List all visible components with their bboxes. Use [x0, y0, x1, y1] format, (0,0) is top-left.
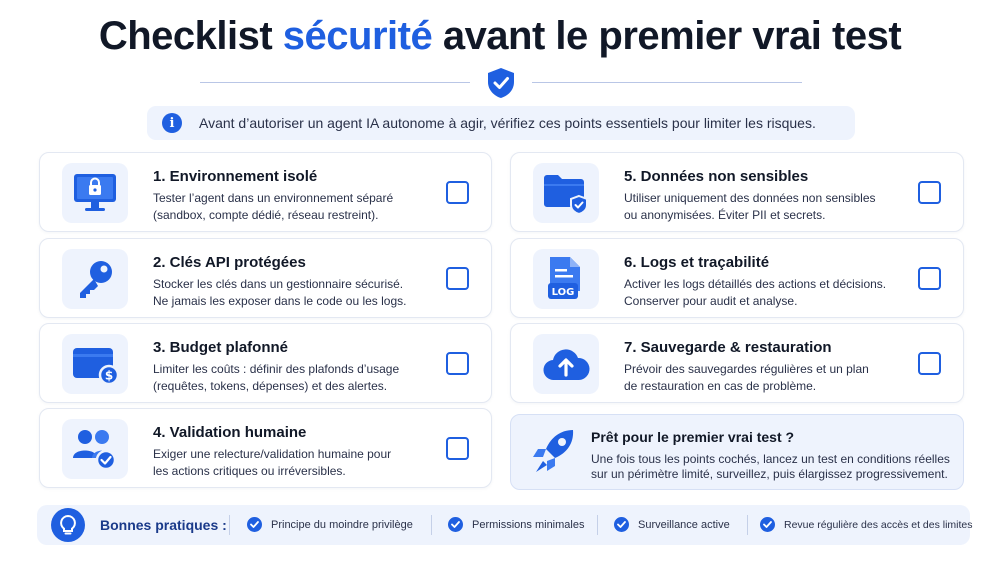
- key-icon: [62, 249, 128, 309]
- rocket-icon: [531, 427, 577, 477]
- svg-text:$: $: [104, 368, 114, 383]
- item-title: 2. Clés API protégées: [153, 254, 306, 271]
- check-circle-icon: [760, 517, 775, 532]
- lightbulb-icon: [51, 508, 85, 542]
- checklist-item-3: [39, 323, 492, 403]
- item-desc-line1: Utiliser uniquement des données non sensibles: [624, 191, 876, 205]
- title-divider-left: [200, 82, 470, 83]
- best-practices-bar: [37, 505, 973, 545]
- item-desc-line2: de restauration en cas de problème.: [624, 379, 817, 393]
- item-checkbox[interactable]: [446, 437, 469, 460]
- separator: [431, 515, 432, 535]
- item-checkbox[interactable]: [918, 267, 941, 290]
- check-circle-icon: [614, 517, 629, 532]
- checklist-item-1: [39, 152, 492, 232]
- item-desc-line2: ou anonymisées. Éviter PII et secrets.: [624, 208, 826, 222]
- item-desc-line1: Tester l’agent dans un environnement séparé: [153, 191, 394, 205]
- ready-desc-line1: Une fois tous les points cochés, lancez un test en conditions réelles: [591, 452, 950, 466]
- checklist-item-2: [39, 238, 492, 318]
- item-title: 3. Budget plafonné: [153, 339, 288, 356]
- practice-item: Permissions minimales: [448, 517, 584, 532]
- info-icon: i: [162, 113, 182, 133]
- practice-item: Revue régulière des accès et des limites: [760, 517, 973, 532]
- monitor-lock-icon: [62, 163, 128, 223]
- checklist-item-7: [510, 323, 964, 403]
- item-checkbox[interactable]: [446, 352, 469, 375]
- log-badge: LOG: [551, 287, 575, 298]
- item-title: 1. Environnement isolé: [153, 168, 318, 185]
- best-practices-label: Bonnes pratiques :: [100, 517, 227, 533]
- item-checkbox[interactable]: [446, 267, 469, 290]
- folder-shield-icon: [533, 163, 599, 223]
- ready-desc-line2: sur un périmètre limité, surveillez, puis élargissez progressivement.: [591, 467, 948, 481]
- practice-item: Surveillance active: [614, 517, 730, 532]
- item-desc-line2: (sandbox, compte dédié, réseau restreint).: [153, 208, 379, 222]
- cloud-upload-icon: [533, 334, 599, 394]
- wallet-dollar-icon: [62, 334, 128, 394]
- item-checkbox[interactable]: [918, 352, 941, 375]
- item-title: 7. Sauvegarde & restauration: [624, 339, 832, 356]
- users-check-icon: [62, 419, 128, 479]
- item-desc-line1: Prévoir des sauvegardes régulières et un plan: [624, 362, 869, 376]
- item-desc-line2: Ne jamais les exposer dans le code ou les logs.: [153, 294, 407, 308]
- item-desc-line1: Activer les logs détaillés des actions et décisions.: [624, 277, 887, 291]
- checklist-item-6: [510, 238, 964, 318]
- practice-item: Principe du moindre privilège: [247, 517, 413, 532]
- page-title: Checklist sécurité avant le premier vrai test: [98, 14, 902, 58]
- separator: [747, 515, 748, 535]
- item-desc-line2: Conserver pour audit et analyse.: [624, 294, 798, 308]
- item-title: 6. Logs et traçabilité: [624, 254, 770, 271]
- item-checkbox[interactable]: [446, 181, 469, 204]
- item-desc-line1: Limiter les coûts : définir des plafonds d’usage: [153, 362, 400, 376]
- item-desc-line2: (requêtes, tokens, dépenses) et des alertes.: [153, 379, 388, 393]
- item-title: 5. Données non sensibles: [624, 168, 809, 185]
- checklist-item-4: [39, 408, 492, 488]
- item-checkbox[interactable]: [918, 181, 941, 204]
- item-desc-line1: Stocker les clés dans un gestionnaire sécurisé.: [153, 277, 404, 291]
- check-circle-icon: [448, 517, 463, 532]
- check-circle-icon: [247, 517, 262, 532]
- intro-banner: [147, 106, 855, 140]
- item-desc-line1: Exiger une relecture/validation humaine pour: [153, 447, 392, 461]
- separator: [597, 515, 598, 535]
- ready-panel: [510, 414, 964, 490]
- item-desc-line2: les actions critiques ou irréversibles.: [153, 464, 346, 478]
- separator: [229, 515, 230, 535]
- shield-check-icon: [486, 67, 516, 99]
- log-file-icon: [533, 249, 599, 309]
- item-title: 4. Validation humaine: [153, 424, 307, 441]
- checklist-item-5: [510, 152, 964, 232]
- intro-text: Avant d’autoriser un agent IA autonome à agir, vérifiez ces points essentiels pour limiter les risques.: [199, 115, 816, 131]
- ready-title: Prêt pour le premier vrai test ?: [591, 429, 795, 445]
- title-divider-right: [532, 82, 802, 83]
